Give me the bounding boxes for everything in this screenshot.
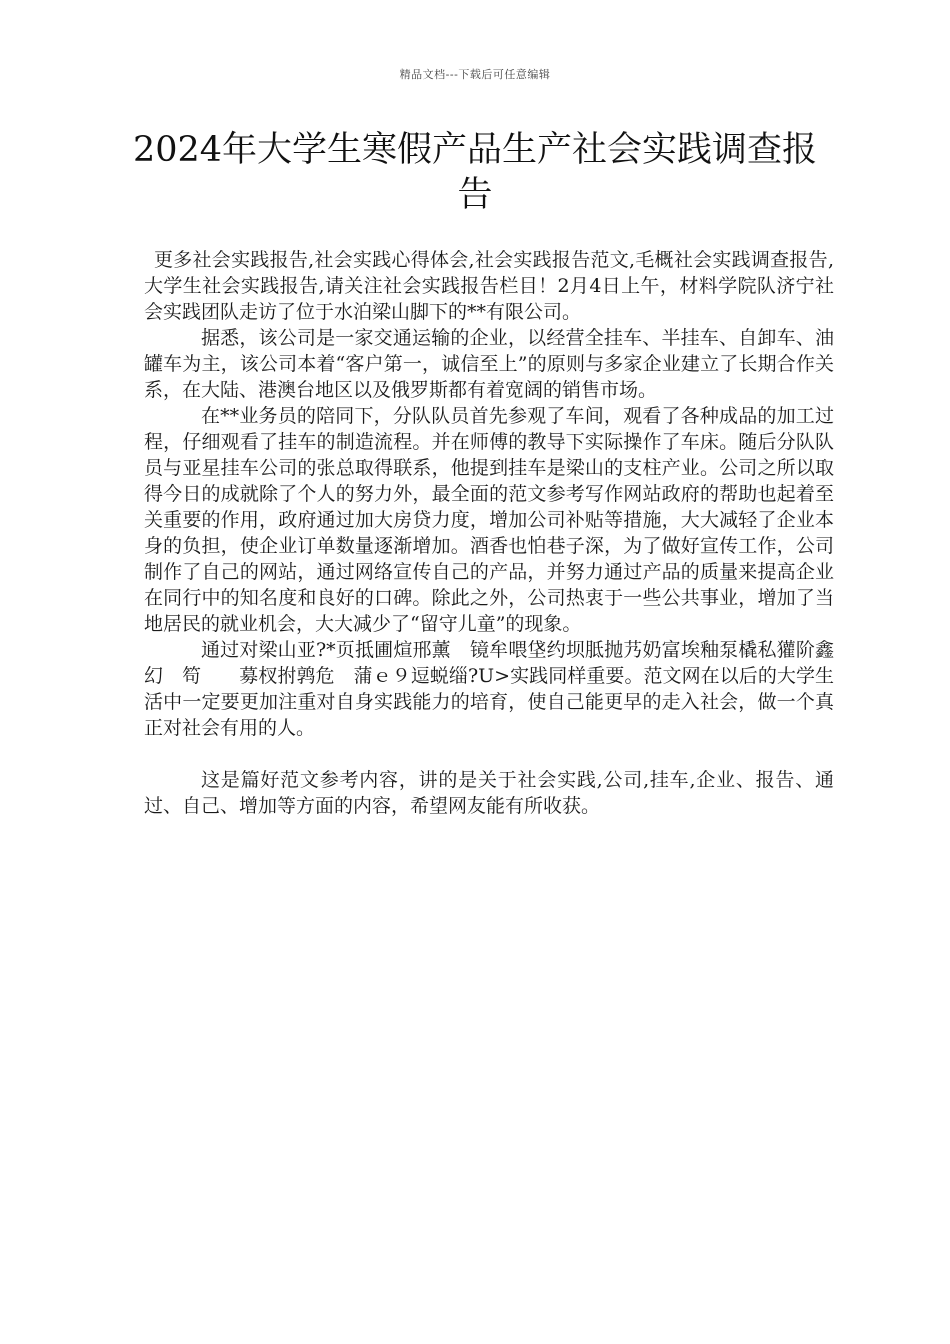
paragraph-spacer — [144, 741, 834, 767]
page-header: 精品文档---下载后可任意编辑 — [399, 68, 551, 81]
paragraph-intro: 更多社会实践报告,社会实践心得体会,社会实践报告范文,毛概社会实践调查报告,大学生社会实践报告,请关注社会实践报告栏目！2月4日上午，材料学院队济宁社会实践团队走访了位于水泊梁山脚下的**有限公司。 — [144, 249, 834, 323]
paragraph-reflection: 通过对梁山亚?*页抵圃煊邢薰 镜牟喂垡约坝胝抛艿奶富埃釉泵橇私獾阶鑫 幻 笱 募杈拊鹑危 蒲ｅ９逗蜕缁?U>实践同样重要。范文网在以后的大学生活中一定要更加注重对自身实践能力的培育，使自己能更早的走入社会，做一个真正对社会有用的人。 — [144, 639, 854, 739]
document-title: 2024年大学生寒假产品生产社会实践调查报告 — [132, 130, 818, 215]
paragraph-visit: 在**业务员的陪同下，分队队员首先参观了车间，观看了各种成品的加工过程，仔细观看了挂车的制造流程。并在师傅的教导下实际操作了车床。随后分队队员与亚星挂车公司的张总取得联系，他提到挂车是梁山的支柱产业。公司之所以取得今日的成就除了个人的努力外，最全面的范文参考写作网站政府的帮助也起着至关重要的作用，政府通过加大房贷力度，增加公司补贴等措施，大大减轻了企业本身的负担，使企业订单数量逐渐增加。酒香也怕巷子深，为了做好宣传工作，公司制作了自己的网站，通过网络宣传自己的产品，并努力通过产品的质量来提高企业在同行中的知名度和良好的口碑。除此之外，公司热衷于一些公共事业，增加了当地居民的就业机会，大大减少了“留守儿童”的现象。 — [144, 405, 834, 635]
paragraph-company-profile: 据悉，该公司是一家交通运输的企业，以经营全挂车、半挂车、自卸车、油罐车为主，该公司本着“客户第一，诚信至上”的原则与多家企业建立了长期合作关系，在大陆、港澳台地区以及俄罗斯都有着宽阔的销售市场。 — [144, 327, 834, 401]
paragraph-summary: 这是篇好范文参考内容，讲的是关于社会实践,公司,挂车,企业、报告、通过、自己、增加等方面的内容，希望网友能有所收获。 — [144, 769, 834, 817]
document-body — [144, 247, 854, 819]
